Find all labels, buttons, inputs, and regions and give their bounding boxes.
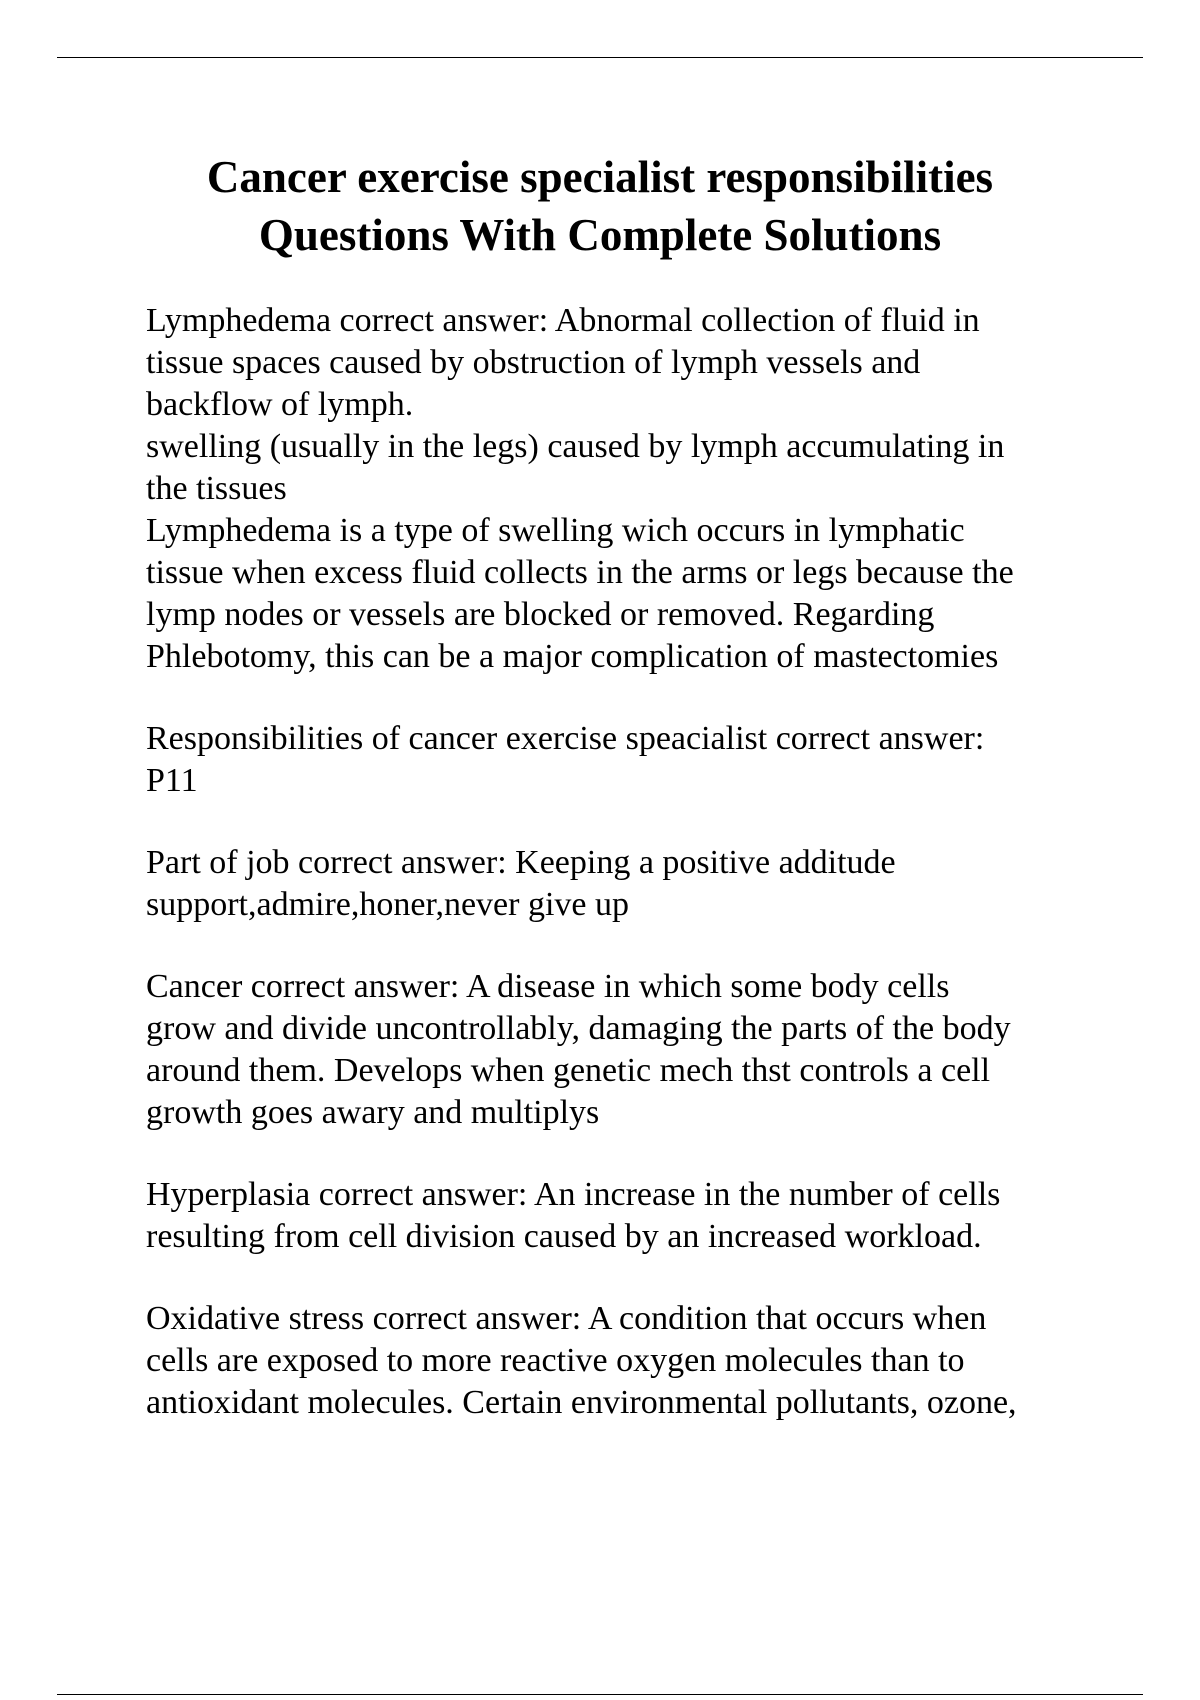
entry-line: Responsibilities of cancer exercise speacialist correct answer:	[146, 720, 985, 757]
entry-line: backflow of lymph.	[146, 386, 414, 423]
entry-line: grow and divide uncontrollably, damaging the parts of the body	[146, 1010, 1011, 1047]
top-rule	[57, 57, 1143, 58]
title-line: Cancer exercise specialist responsibilities	[206, 152, 994, 202]
entry-line: Lymphedema is a type of swelling wich occurs in lymphatic	[146, 512, 965, 549]
qa-entry-cancer	[146, 966, 1096, 1134]
entry-line: Lymphedema correct answer: Abnormal collection of fluid in	[146, 302, 980, 339]
entry-line: antioxidant molecules. Certain environmental pollutants, ozone,	[146, 1384, 1017, 1421]
entry-line: growth goes awary and multiplys	[146, 1094, 600, 1131]
entry-line: lymp nodes or vessels are blocked or removed. Regarding	[146, 596, 935, 633]
entry-line: Oxidative stress correct answer: A condition that occurs when	[146, 1300, 987, 1337]
entry-line: the tissues	[146, 470, 287, 507]
entry-line: cells are exposed to more reactive oxygen molecules than to	[146, 1342, 965, 1379]
bottom-rule	[57, 1694, 1143, 1695]
title-line: Questions With Complete Solutions	[258, 210, 942, 260]
document-title	[60, 148, 1140, 264]
entry-line: resulting from cell division caused by an increased workload.	[146, 1218, 982, 1255]
entry-line: Phlebotomy, this can be a major complication of mastectomies	[146, 638, 999, 675]
entry-line: around them. Develops when genetic mech thst controls a cell	[146, 1052, 991, 1089]
qa-entry-oxidative-stress	[146, 1298, 1096, 1424]
entry-line: P11	[146, 762, 198, 799]
entry-line: Hyperplasia correct answer: An increase in the number of cells	[146, 1176, 1001, 1213]
document-body	[146, 300, 1096, 1464]
entry-line: swelling (usually in the legs) caused by lymph accumulating in	[146, 428, 1005, 465]
qa-entry-part-of-job	[146, 842, 1096, 926]
entry-line: Part of job correct answer: Keeping a positive additude	[146, 844, 896, 881]
entry-line: tissue spaces caused by obstruction of lymph vessels and	[146, 344, 921, 381]
entry-line: Cancer correct answer: A disease in which some body cells	[146, 968, 950, 1005]
qa-entry-responsibilities	[146, 718, 1096, 802]
qa-entry-lymphedema	[146, 300, 1096, 678]
qa-entry-hyperplasia	[146, 1174, 1096, 1258]
entry-line: tissue when excess fluid collects in the arms or legs because the	[146, 554, 1014, 591]
entry-line: support,admire,honer,never give up	[146, 886, 629, 923]
